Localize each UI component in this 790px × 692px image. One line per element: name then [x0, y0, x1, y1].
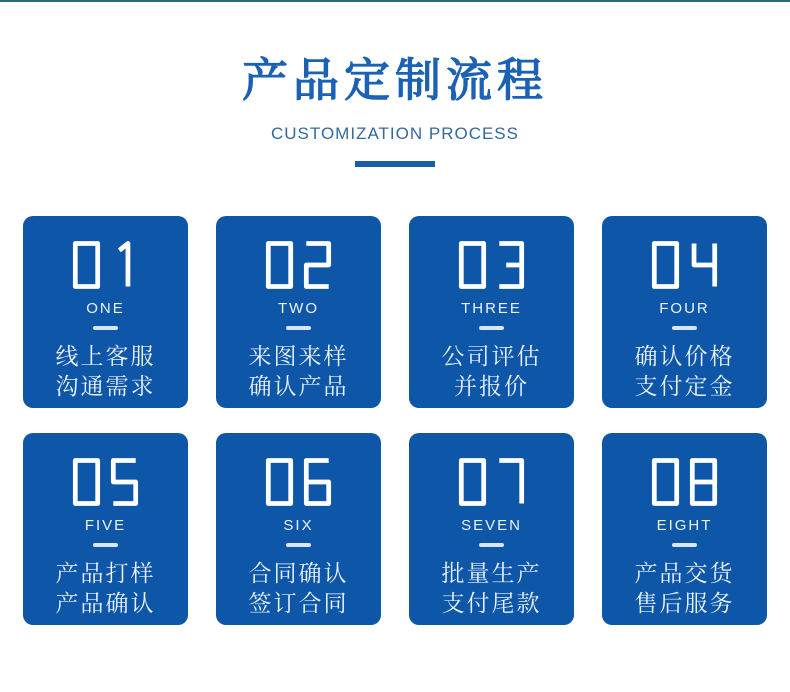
dash-divider-icon [479, 543, 504, 547]
step-word: TWO [278, 300, 319, 317]
step-word: SEVEN [461, 517, 522, 534]
step-lines [249, 558, 349, 618]
step-line: 产品确认 [55, 590, 156, 616]
step-number [650, 237, 719, 293]
step-word: EIGHT [656, 517, 713, 534]
page-subtitle: CUSTOMIZATION PROCESS [270, 124, 519, 143]
step-line: 公司评估 [441, 343, 542, 369]
step-line: 来图来样 [248, 343, 349, 369]
step-line: 合同确认 [248, 560, 349, 586]
step-line: 确认价格 [634, 343, 735, 369]
header [0, 54, 790, 167]
step-lines [56, 558, 156, 618]
step-line: 签订合同 [248, 590, 349, 616]
step-line: 线上客服 [55, 343, 156, 369]
digit-6-glyph [302, 454, 333, 510]
step-card [216, 216, 381, 408]
digit-0-glyph [71, 454, 102, 510]
digit-0-glyph [650, 237, 681, 293]
step-word: FIVE [84, 517, 127, 534]
dash-divider-icon [93, 543, 118, 547]
digit-8-glyph [688, 454, 719, 510]
dash-divider-icon [286, 543, 311, 547]
step-lines [635, 341, 735, 401]
step-card [23, 216, 188, 408]
step-card [409, 433, 574, 625]
step-line: 沟通需求 [55, 373, 156, 399]
dash-divider-icon [286, 326, 311, 330]
digit-0-glyph [264, 237, 295, 293]
step-number [71, 237, 140, 293]
digit-5-glyph [109, 454, 140, 510]
digit-3-glyph [495, 237, 526, 293]
step-lines [635, 558, 735, 618]
step-word: FOUR [659, 300, 710, 317]
step-word: SIX [283, 517, 314, 534]
step-line: 并报价 [454, 373, 529, 399]
top-border-line [0, 0, 790, 2]
digit-4-glyph [688, 237, 719, 293]
step-card [602, 433, 767, 625]
step-number [457, 237, 526, 293]
digit-0-glyph [264, 454, 295, 510]
step-line: 批量生产 [441, 560, 542, 586]
step-lines [56, 341, 156, 401]
step-line: 售后服务 [634, 590, 735, 616]
digit-2-glyph [302, 237, 333, 293]
step-lines [249, 341, 349, 401]
step-card [216, 433, 381, 625]
steps-grid [0, 216, 790, 625]
step-line: 产品打样 [55, 560, 156, 586]
step-line: 确认产品 [248, 373, 349, 399]
step-number [71, 454, 140, 510]
dash-divider-icon [672, 326, 697, 330]
step-number [457, 454, 526, 510]
dash-divider-icon [672, 543, 697, 547]
dash-divider-icon [93, 326, 118, 330]
digit-0-glyph [457, 237, 488, 293]
digit-1-glyph [109, 237, 140, 293]
step-card [409, 216, 574, 408]
dash-divider-icon [479, 326, 504, 330]
step-card [602, 216, 767, 408]
step-line: 支付尾款 [441, 590, 542, 616]
digit-0-glyph [457, 454, 488, 510]
step-number [264, 237, 333, 293]
digit-0-glyph [71, 237, 102, 293]
accent-bar [355, 161, 435, 167]
step-lines [442, 558, 542, 618]
page-title: 产品定制流程 [242, 54, 548, 106]
step-number [650, 454, 719, 510]
step-word: THREE [461, 300, 522, 317]
step-line: 支付定金 [634, 373, 735, 399]
step-word: ONE [86, 300, 125, 317]
step-number [264, 454, 333, 510]
digit-0-glyph [650, 454, 681, 510]
step-line: 产品交货 [634, 560, 735, 586]
step-lines [442, 341, 542, 401]
digit-7-glyph [495, 454, 526, 510]
step-card [23, 433, 188, 625]
